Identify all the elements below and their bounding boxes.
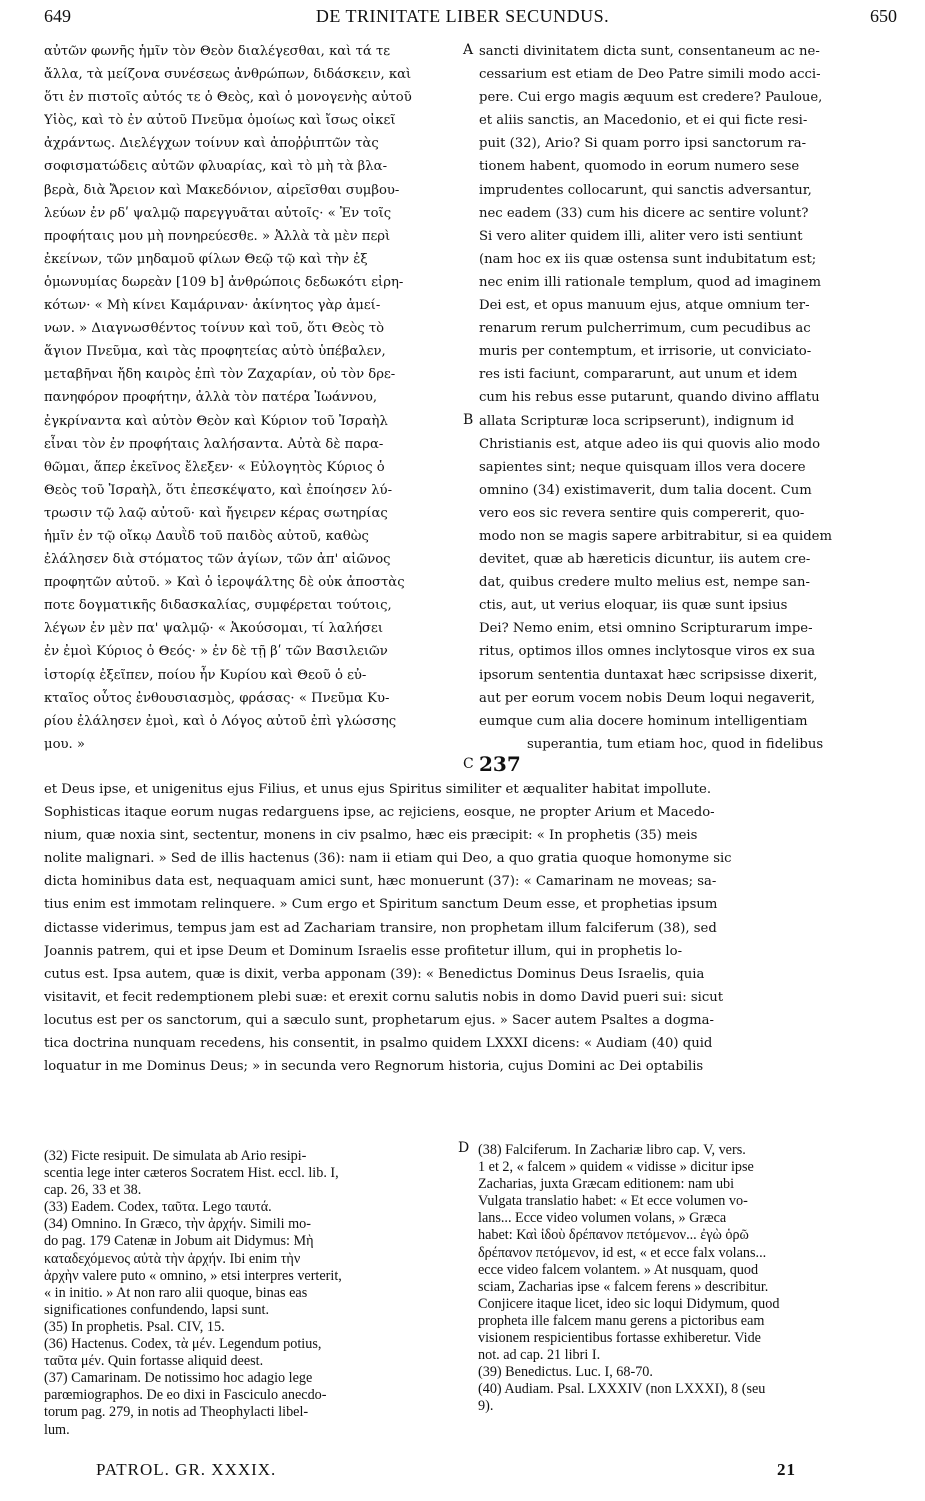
latin-text-line: Sophisticas itaque eorum nugas redarguens ipse, ac rejiciens, eosque, ne propter Arium et Macedo-: [44, 805, 715, 821]
greek-text-line: αὐτῶν φωνῆς ἡμῖν τὸν Θεὸν διαλέγεσθαι, καὶ τά τε: [44, 44, 391, 59]
latin-text-line: vero eos sic revera sentire quis compererit, quo-: [479, 505, 805, 521]
latin-text-line: nium, quæ noxia sint, sectentur, monens in civ psalmo, hæc eis præcipit: « In prophetis (35) meis: [44, 828, 698, 844]
latin-text-line: imprudentes collocarunt, qui sanctis adversantur,: [479, 182, 812, 198]
greek-text-line: ὅτι ἐν πιστοῖς αὐτός τε ὁ Θεὸς, καὶ ὁ μονογενὴς αὐτοῦ: [44, 90, 412, 106]
latin-text-line: cutus est. Ipsa autem, quæ is dixit, verba apponam (39): « Benedictus Dominus Deus Israelis, quia: [44, 966, 705, 982]
latin-text-line: pere. Cui ergo magis æquum est credere? Pauloue,: [479, 90, 823, 106]
footnote-line: Conjicere itaque licet, ideo sic loqui Didymum, quod: [478, 1295, 780, 1312]
latin-text-line: puit (32), Ario? Si quam porro ipsi sanctorum ra-: [479, 136, 807, 152]
latin-text-line: ctis, aut, ut verius eloquar, iis quæ sunt ipsius: [479, 598, 788, 614]
greek-text-line: ἐν ἐμοὶ Κύριος ὁ Θεός· » ἐν δὲ τῇ βʹ τῶν Βασιλειῶν: [44, 644, 388, 660]
latin-text-line: locutus est per os sanctorum, qui a sæculo sunt, prophetarum ejus. » Sacer autem Psaltes a dogma-: [44, 1012, 714, 1028]
greek-text-line: ἐλάλησεν διὰ στόματος τῶν ἁγίων, τῶν ἀπ' αἰῶνος: [44, 552, 391, 568]
latin-text-line: Joannis patrem, qui et ipse Deum et Dominum Israelis esse profitetur illum, qui in prophetis lo-: [44, 943, 683, 959]
running-title: DE TRINITATE LIBER SECUNDUS.: [315, 6, 610, 26]
latin-text-line: dat, quibus credere multo melius est, nempe san-: [479, 575, 810, 591]
latin-text-line: Dei est, et opus manuum ejus, atque omnium ter-: [479, 298, 810, 314]
footnote-line: (34) Omnino. In Græco, τὴν ἀρχήν. Simili mo-: [44, 1216, 311, 1233]
latin-text-line: et Deus ipse, et unigenitus ejus Filius, et unus ejus Spiritus similiter et æqualiter habitat impollute.: [44, 782, 712, 797]
greek-text-line: ρίου ἐλάλησεν ἐμοὶ, καὶ ὁ Λόγος αὐτοῦ ἐπὶ γλώσσης: [44, 713, 397, 729]
latin-text-line: loquatur in me Dominus Deus; » in secunda vero Regnorum historia, cujus Domini ac Dei optabilis: [44, 1059, 704, 1075]
footnotes-right: [478, 1142, 890, 1416]
footer-series: PATROL. GR. XXXIX.: [96, 1460, 277, 1479]
latin-text-line: omnino (34) existimaverit, dum talia docent. Cum: [479, 482, 812, 498]
latin-text-line: visitavit, et fecit redemptionem plebi suæ: et erexit cornu salutis nobis in domo David pueri sui: sicut: [44, 989, 724, 1005]
greek-text-line: ἅγιον Πνεῦμα, καὶ τὰς προφητείας αὐτὸ ὑπέβαλεν,: [44, 344, 386, 360]
greek-text-line: ἀχράντως. Διελέγχων τοίνυν καὶ ἀποῤῥιπτῶν τὰς: [44, 136, 379, 152]
footnote-line: δρέπανον πετόμενον, id est, « et ecce falx volans...: [478, 1244, 767, 1261]
greek-text-line: νων. » Διαγνωσθέντος τοίνυν καὶ τοῦ, ὅτι Θεὸς τὸ: [44, 321, 385, 337]
greek-text-line: εἶναι τὸν ἐν προφήταις λαλήσαντα. Αὐτὰ δὲ παρα-: [44, 436, 384, 452]
greek-text-line: τρωσιν τῷ λαῷ αὐτοῦ· καὶ ἤγειρεν κέρας σωτηρίας: [44, 505, 388, 521]
latin-text-line: nolite malignari. » Sed de illis hactenus (36): nam ii etiam qui Deo, a quo gratia quoque homonyme sic: [44, 851, 732, 867]
footnote-line: ταῦτα μέν. Quin fortasse aliquid deest.: [44, 1353, 264, 1370]
greek-text-line: ὁμωνυμίας δωρεὰν [109 b] ἀνθρώποις δεδωκότι εἰρη-: [44, 274, 404, 290]
footnote-line: scentia lege inter cæteros Socratem Hist. eccl. lib. I,: [44, 1165, 339, 1182]
footnote-line: visionem respicientibus fortasse exhiberetur. Vide: [478, 1330, 761, 1347]
footnote-line: (39) Benedictus. Luc. I, 68-70.: [478, 1364, 653, 1381]
footnote-line: (32) Ficte resipuit. De simulata ab Ario resipi-: [44, 1148, 307, 1164]
latin-text-line: sancti divinitatem dicta sunt, consentaneum ac ne-: [479, 44, 820, 59]
latin-text-line: tius enim est immotam relinquere. » Cum ergo et Spiritum sanctum Deum esse, et prophetias ipsum: [44, 897, 718, 913]
greek-column: [44, 40, 462, 756]
latin-text-line: cessarium est etiam de Deo Patre simili modo acci-: [479, 67, 821, 83]
footnote-line: lans... Ecce video volumen volans, » Græca: [478, 1210, 727, 1227]
footnotes-left: [44, 1148, 460, 1439]
footnote-line: (40) Audiam. Psal. LXXXIV (non LXXXI), 8 (seu: [478, 1381, 766, 1398]
column-number: 237: [479, 752, 521, 776]
footnote-line: (33) Eadem. Codex, ταῦτα. Lego ταυτά.: [44, 1199, 272, 1216]
margin-marker-d: D: [458, 1140, 470, 1156]
margin-marker-a: A: [463, 42, 474, 58]
footnote-line: sciam, Zacharias ipse « falcem ferens » describitur.: [478, 1278, 769, 1295]
latin-text-line: nec enim illi rationale templum, quod ad imaginem: [479, 274, 822, 290]
greek-text-line: Θεὸς τοῦ Ἰσραὴλ, ὅτι ἐπεσκέψατο, καὶ ἐποίησεν λύ-: [44, 482, 393, 498]
footnote-line: (38) Falciferum. In Zachariæ libro cap. V, vers.: [478, 1142, 746, 1158]
greek-text-line: ἄλλα, τὰ μείζονα συνέσεως ἀνθρώπων, διδάσκειν, καὶ: [44, 67, 412, 83]
latin-text-line: Si vero aliter quidem illi, aliter vero isti sentiunt: [479, 228, 803, 244]
footnote-line: 9).: [478, 1398, 494, 1415]
latin-text-line: allata Scripturæ loca scripserunt), indignum id: [479, 413, 795, 429]
greek-text-line: κταῖος οὗτος ἐνθουσιασμὸς, φράσας· « Πνεῦμα Κυ-: [44, 690, 390, 706]
footnote-line: Zacharias, juxta Græcam editionem: nam ubi: [478, 1176, 735, 1193]
latin-text-line: Christianis est, atque adeo iis qui quovis alio modo: [479, 436, 821, 452]
footnote-line: (37) Camarinam. De notissimo hoc adagio lege: [44, 1370, 313, 1387]
latin-text-line: dicta hominibus data est, nequaquam amici sunt, hæc monuerunt (37): « Camarinam ne moveas; sa-: [44, 874, 717, 890]
footnote-line: (36) Hactenus. Codex, τὰ μέν. Legendum potius,: [44, 1336, 322, 1353]
latin-text-line: et aliis sanctis, an Macedonio, et ei qui ficte resi-: [479, 113, 808, 129]
greek-text-line: μου. »: [44, 736, 85, 752]
footnote-line: significationes confundendo, lapsi sunt.: [44, 1301, 269, 1318]
latin-text-line: nec eadem (33) cum his dicere ac sentire volunt?: [479, 205, 809, 221]
greek-text-line: σοφισματώδεις αὐτῶν φλυαρίας, καὶ τὸ μὴ τὰ βλα-: [44, 159, 388, 175]
margin-marker-b: B: [463, 412, 474, 428]
footnote-line: « in initio. » At non raro alii quoque, binas eas: [44, 1284, 308, 1301]
footnote-line: lum.: [44, 1421, 70, 1438]
footnote-line: 1 et 2, « falcem » quidem « vidisse » dicitur ipse: [478, 1159, 754, 1176]
latin-text-line: tionem habent, quomodo in eorum numero sese: [479, 159, 800, 175]
latin-text-line: superantia, tum etiam hoc, quod in fidelibus: [527, 736, 824, 752]
latin-text-line: Dei? Nemo enim, etsi omnino Scripturarum impe-: [479, 621, 813, 637]
margin-marker-c: C: [463, 756, 474, 772]
footnote-line: ἀρχὴν valere puto « omnino, » etsi interpres verterit,: [44, 1267, 342, 1284]
greek-text-line: Υἱὸς, καὶ τὸ ἐν αὐτοῦ Πνεῦμα ὁμοίως καὶ ἴσως οἰκεῖ: [44, 113, 396, 129]
footnote-line: ecce video falcem volantem. » At nusquam, quod: [478, 1261, 759, 1278]
greek-text-line: κότων· « Μὴ κίνει Καμάριναν· ἀκίνητος γὰρ ἀμεί-: [44, 298, 381, 314]
footnote-line: (35) In prophetis. Psal. CIV, 15.: [44, 1318, 225, 1335]
latin-text-line: (nam hoc ex iis quæ ostensa sunt indubitatum est;: [479, 251, 817, 267]
footnote-line: not. ad cap. 21 libri I.: [478, 1347, 601, 1364]
footnote-line: habet: Καὶ ἰδοὺ δρέπανον πετόμενον... ἐγὼ ὁρῶ: [478, 1227, 749, 1244]
greek-text-line: ἡμῖν ἐν τῷ οἴκῳ Δαυῒδ τοῦ παιδὸς αὐτοῦ, καθὼς: [44, 528, 369, 544]
latin-text-line: muris per contemptum, et irrisorie, ut conviciato-: [479, 344, 812, 360]
greek-text-line: πανηφόρον προφήτην, ἀλλὰ τὸν πατέρα Ἰωάννου,: [44, 390, 378, 406]
greek-text-line: ποτε δογματικῆς διδασκαλίας, συμφέρεται τούτοις,: [44, 598, 392, 614]
latin-text-line: dictasse viderimus, tempus jam est ad Zachariam transire, non prophetam illum falciferum (38), sed: [44, 920, 717, 936]
greek-text-line: μεταβῆναι ἤδη καιρὸς ἐπὶ τὸν Ζαχαρίαν, οὐ τὸν δρε-: [44, 367, 396, 383]
greek-text-line: προφητῶν αὐτοῦ. » Καὶ ὁ ἱεροψάλτης δὲ οὐκ ἀποστὰς: [44, 575, 405, 591]
latin-text-line: tica doctrina nunquam recedens, his consentit, in psalmo quidem LXXXI dicens: « Audiam (40) quid: [44, 1036, 713, 1052]
greek-text-line: ἱστορίᾳ ἐξεῖπεν, ποίου ἦν Κυρίου καὶ Θεοῦ ὁ εὐ-: [44, 667, 367, 683]
greek-text-line: ἐκείνων, τῶν μηδαμοῦ φίλων Θεῷ τῷ καὶ τὴν ἐξ: [44, 251, 368, 267]
greek-text-line: λεύων ἐν ρδʹ ψαλμῷ παρεγγυᾶται αὐτοῖς· « Ἐν τοῖς: [44, 205, 392, 221]
latin-text-line: aut per eorum vocem nobis Deum loqui negaverit,: [479, 690, 816, 706]
latin-column: [479, 40, 889, 756]
greek-text-line: λέγων ἐν μὲν πα' ψαλμῷ· « Ἀκούσομαι, τί λαλήσει: [44, 621, 384, 637]
latin-text-line: cum his rebus esse putarunt, quando divino afflatu: [479, 390, 820, 406]
footnote-line: do pag. 179 Catenæ in Jobum ait Didymus: Μὴ: [44, 1233, 314, 1250]
footnote-line: parœmiographos. De eo dixi in Fasciculo anecdo-: [44, 1387, 327, 1404]
greek-text-line: θῶμαι, ἅπερ ἐκεῖνος ἔλεξεν· « Εὐλογητὸς Κύριος ὁ: [44, 459, 385, 475]
latin-text-line: eumque cum alia docere hominum intelligentiam: [479, 713, 808, 729]
latin-text-line: devitet, quæ ab hæreticis dicuntur, iis autem cre-: [479, 552, 811, 568]
latin-text-line: renarum rerum pulcherrimum, cum pecudibus ac: [479, 321, 811, 337]
page-number-left: 649: [44, 6, 71, 26]
greek-text-line: ἐγκρίναντα καὶ αὐτὸν Θεὸν καὶ Κύριον τοῦ Ἰσραὴλ: [44, 413, 388, 429]
footnote-line: Vulgata translatio habet: « Et ecce volumen vo-: [478, 1193, 748, 1210]
latin-text-line: ipsorum sententia duntaxat hæc scripsisse dixerit,: [479, 667, 818, 683]
greek-text-line: βερὰ, διὰ Ἄρειον καὶ Μακεδόνιον, αἱρεῖσθαι συμβου-: [44, 182, 400, 198]
latin-text-line: sapientes sint; neque quisquam illos vera docere: [479, 459, 806, 475]
footnote-line: cap. 26, 33 et 38.: [44, 1182, 142, 1199]
footnote-line: torum pag. 279, in notis ad Theophylacti libel-: [44, 1404, 309, 1421]
latin-text-line: modo non se magis sapere arbitrabitur, si ea quidem: [479, 528, 832, 544]
latin-text-line: ritus, optimos illos omnes inclytosque viros ex sua: [479, 644, 816, 660]
latin-text-line: res isti faciunt, compararunt, aut unum et idem: [479, 367, 798, 383]
footer-signature: 21: [777, 1460, 796, 1479]
greek-text-line: προφήταις μου μὴ πονηρεύεσθε. » Ἀλλὰ τὰ μὲν περὶ: [44, 228, 391, 244]
footnote-line: καταδεχόμενος αὐτὰ τὴν ἀρχήν. Ibi enim τὴν: [44, 1250, 301, 1267]
footnote-line: propheta ille falcem manu gerens a pictoribus eam: [478, 1312, 765, 1329]
page-number-right: 650: [870, 6, 897, 26]
full-width-text: [44, 778, 889, 1078]
